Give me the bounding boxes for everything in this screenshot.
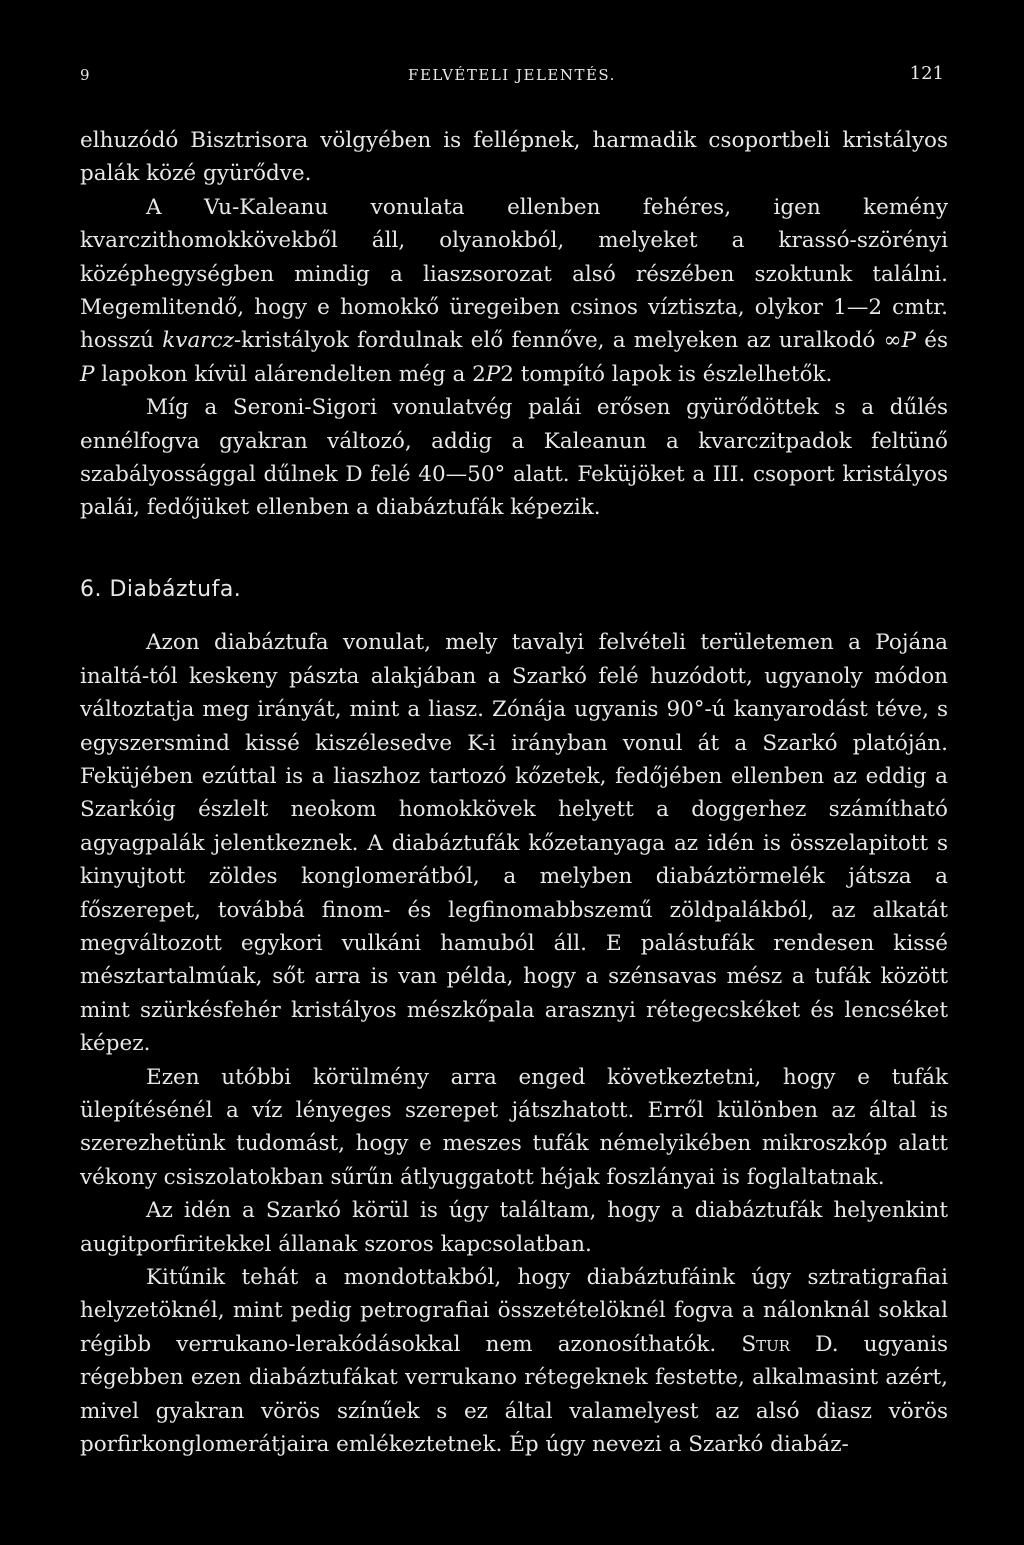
italic-text: kvarcz <box>162 328 234 354</box>
page-header <box>80 63 944 94</box>
italic-text: P <box>80 361 95 387</box>
running-title: FELVÉTELI JELENTÉS. <box>408 66 616 84</box>
paragraphs-before-section <box>80 124 948 525</box>
paragraph: elhuzódó Bisztrisora völgyében is fellépnek, harmadik csoportbeli kristályos palák közé gyürődve. <box>80 128 948 187</box>
paragraph: Ezen utóbbi körülmény arra enged következtetni, hogy e tufák ülepítésénél a víz lényeges szerepet játszhatott. Erről különben az által is szerezhetünk tudomást, hogy e meszes tufák némelyikében mikroszkóp alatt vékony csiszolatokban sűrűn átlyuggatott héjak foszlányai is foglaltatnak. <box>80 1064 948 1190</box>
section-heading: 6. Diabáztufa. <box>80 576 242 602</box>
page-number: 121 <box>909 63 944 84</box>
paragraph: Míg a Seroni-Sigori vonulatvég palái erősen gyürődöttek s a dűlés ennélfogva gyakran változó, addig a Kaleanun a kvarczitpadok feltünő szabályossággal dűlnek D felé 40—50° alatt. Feküjöket a III. csoport kristályos palái, fedőjüket ellenben a diabáztufák képezik. <box>80 395 948 521</box>
italic-text: P <box>485 361 501 387</box>
paragraphs-after-section <box>80 626 948 1461</box>
left-page-number: 9 <box>80 66 92 84</box>
paragraph: Azon diabáztufa vonulat, mely tavalyi felvételi területemen a Pojána inaltá-tól keskeny pászta alakjában a Szarkó felé huzódott, ugyanoly módon változtatja meg irányát, mint a liasz. Zónája ugyanis 90°-ú kanyarodást téve, s egyszersmind kissé kiszélesedve K-i irányban vonul át a Szarkó platóján. Feküjében ezúttal is a liaszhoz tartozó kőzetek, fedőjében ellenben az eddig a Szarkóig észlelt neokom homokkövek helyett a doggerhez számítható agyagpalák jelentkeznek. A diabáztufák kőzetanyaga az idén is összelapitott s kinyujtott zöldes konglomerátból, a melyben diabáztörmelék játsza a főszerepet, továbbá finom- és legfinomabbszemű zöldpalákból, az alkatát megváltozott egykori vulkáni hamuból áll. E palástufák rendesen kissé mésztartalmúak, sőt arra is van példa, hogy a szénsavas mész a tufák között mint szürkésfehér kristályos mészkőpala arasznyi rétegecskéket és lencséket képez. <box>80 630 948 1057</box>
paragraph: A Vu-Kaleanu vonulata ellenben fehéres, igen kemény kvarczithomokkövekből áll, olyanokból, melyeket a krassó-szörényi középhegységben mindig a liaszsorozat alsó részében szoktunk találni. Megemlitendő, hogy e homokkő üregeiben csinos víztiszta, olykor 1—2 cmtr. hosszú kvarcz-kristályok fordulnak elő fennőve, a melyeken az uralkodó ∞P és P lapokon kívül alárendelten még a 2P2 tompító lapok is észlelhetők. <box>80 194 948 387</box>
paragraph: Kitűnik tehát a mondottakból, hogy diabáztufáink úgy sztratigrafiai helyzetöknél, mint pedig petrografiai összetételöknél fogva a nálonknál sokkal régibb verrukano-lerakódásokkal nem azonosíthatók. Stur D. ugyanis régebben ezen diabáztufákat verrukano rétegeknek festette, alkalmasint azért, mivel gyakran vörös színűek s ez által valamelyest az alsó diasz vörös porfirkonglomerátjaira emlékeztetnek. Ép úgy nevezi a Szarkó diabáz- <box>80 1265 949 1458</box>
paragraph: Az idén a Szarkó körül is úgy találtam, hogy a diabáztufák helyenkint augitporfiritekkel állanak szoros kapcsolatban. <box>80 1198 948 1257</box>
italic-text: P <box>901 328 916 354</box>
small-caps-text: Stur <box>741 1331 791 1357</box>
body-text <box>80 124 948 1461</box>
